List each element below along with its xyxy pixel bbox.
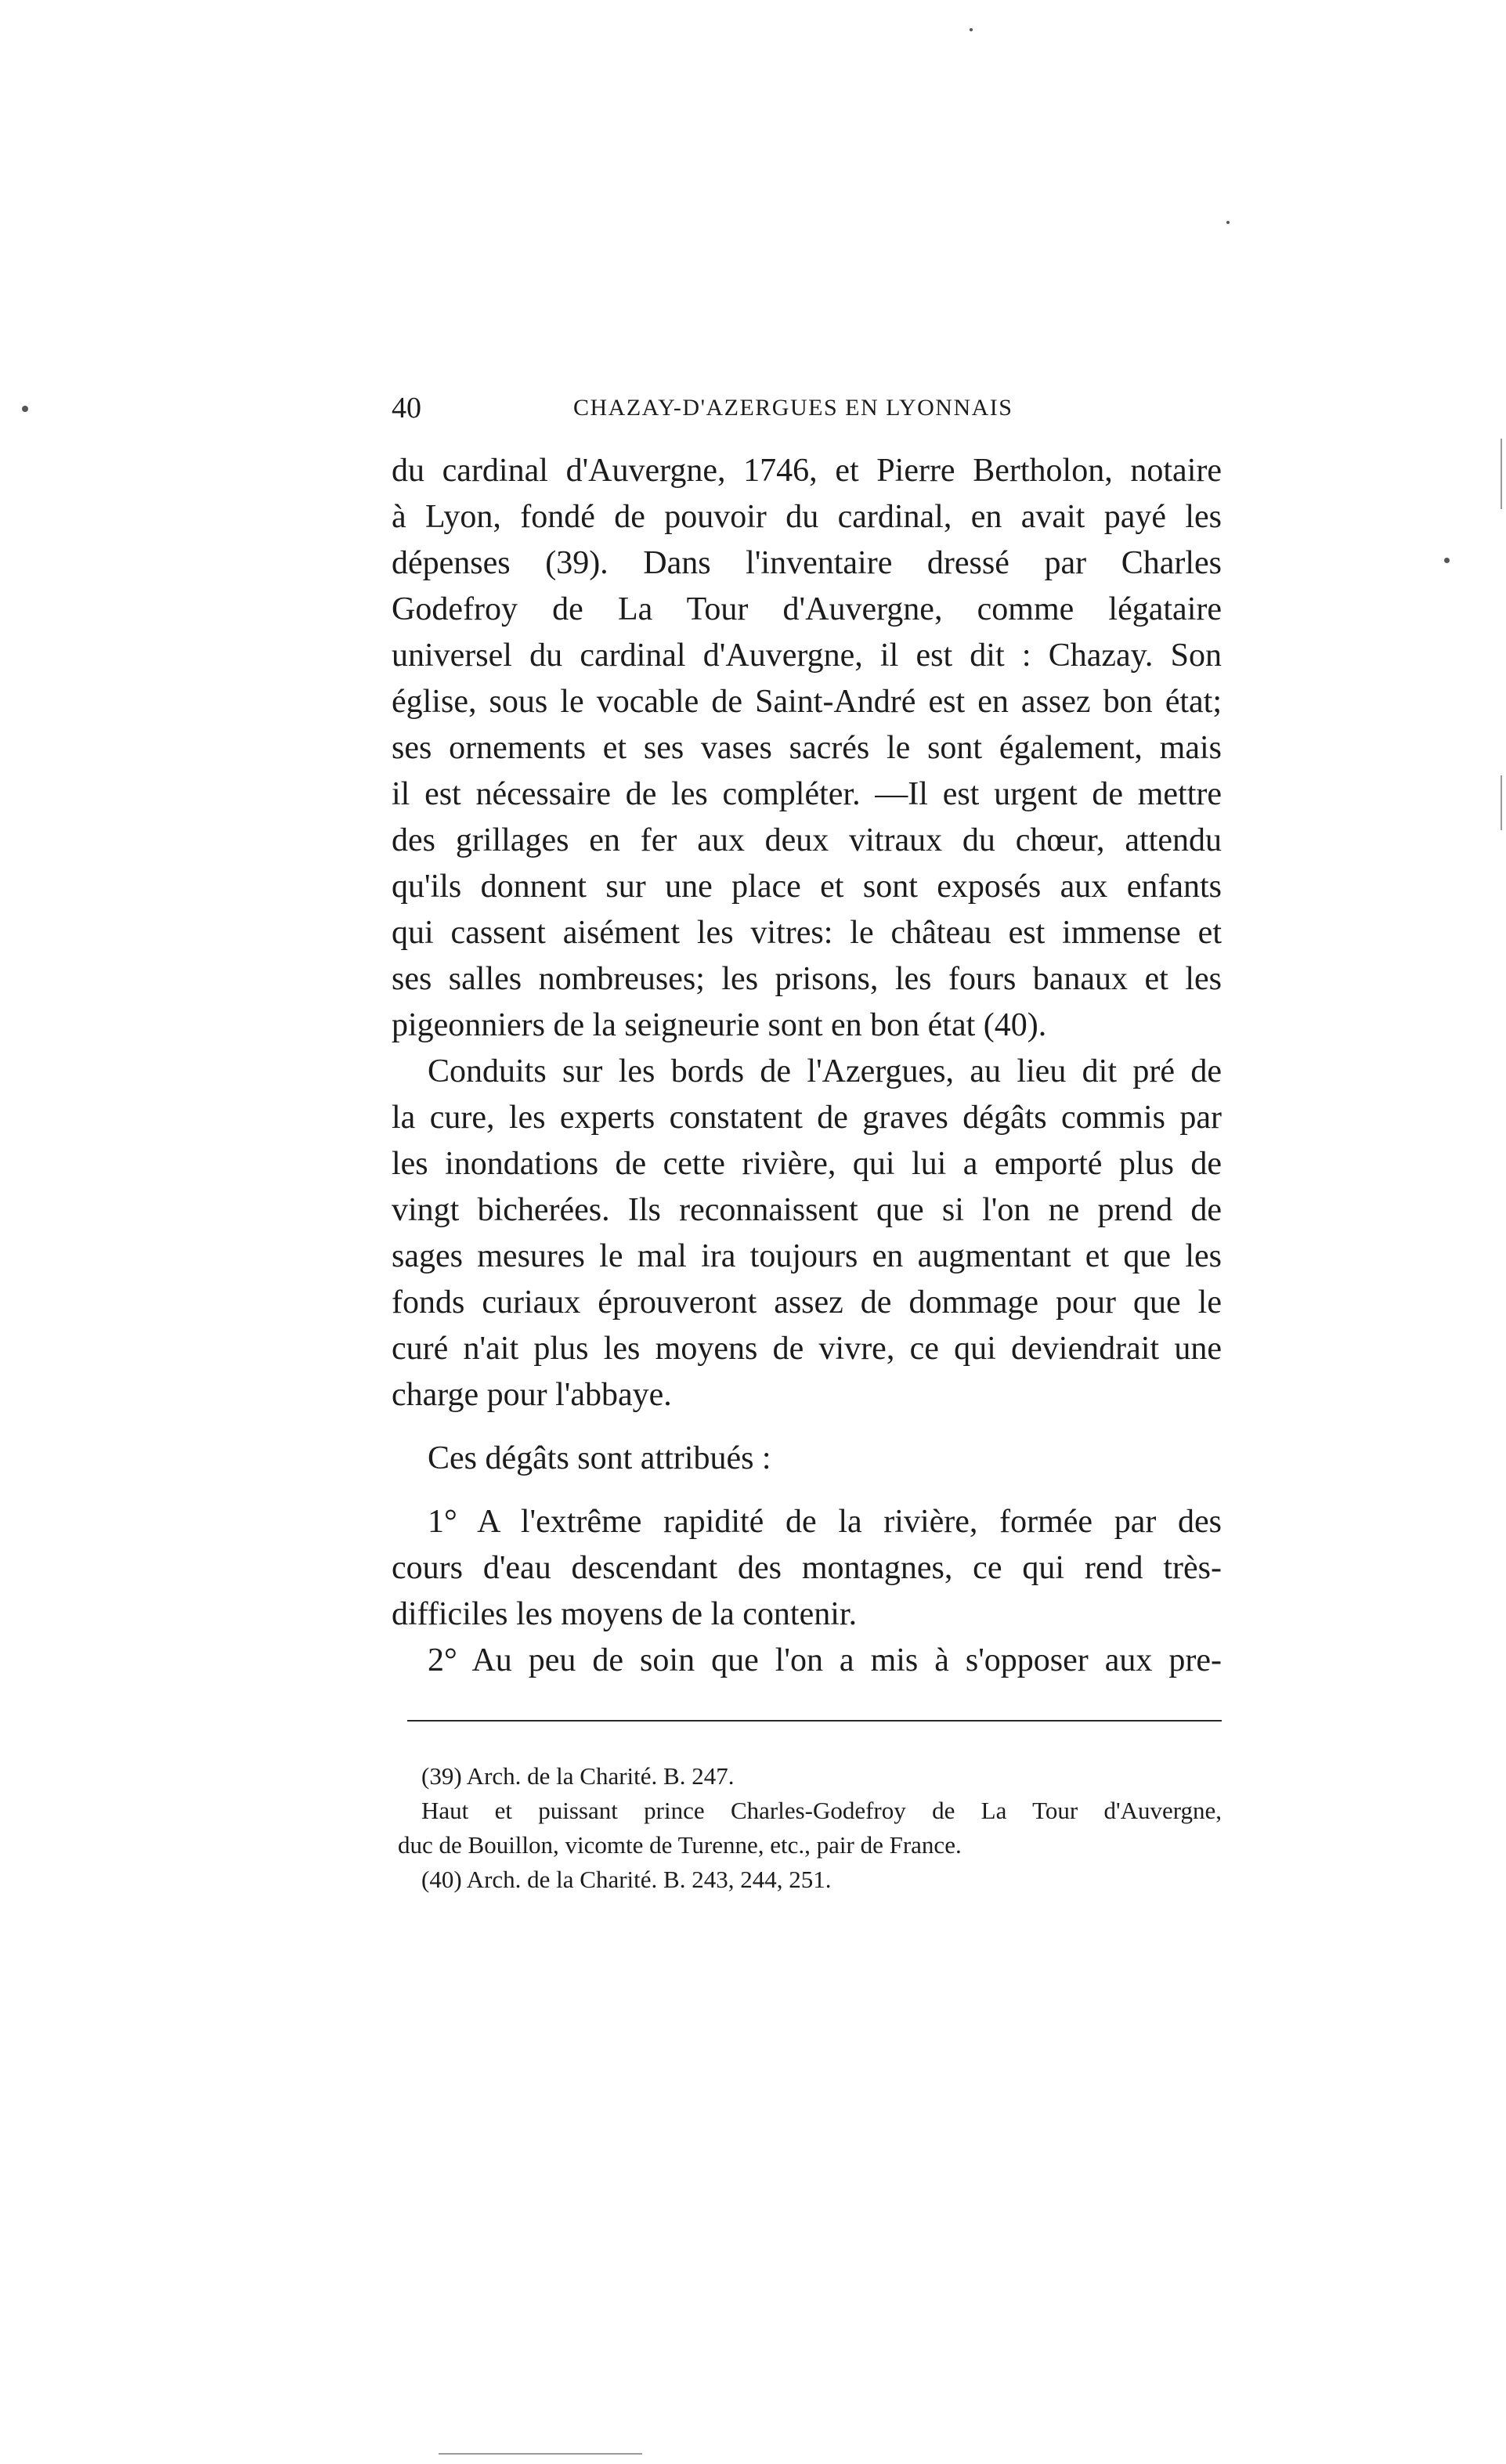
scan-edge-line <box>439 2453 642 2455</box>
text-line: 1° A l'extrême rapidité de la rivière, formée par des <box>428 1504 1222 1540</box>
paragraph-gap <box>392 1418 1222 1436</box>
scan-speck <box>22 406 28 412</box>
scan-edge-line <box>1501 775 1502 830</box>
text-line: à Lyon, fondé de pouvoir du cardinal, en avait payé les <box>392 499 1222 535</box>
text-line: dépenses (39). Dans l'inventaire dressé par Charles <box>392 545 1222 581</box>
text-line: pigeonniers de la seigneurie sont en bon état (40). <box>392 1007 1047 1043</box>
text-line: fonds curiaux éprouveront assez de dommage pour que le <box>392 1284 1222 1321</box>
text-line: du cardinal d'Auvergne, 1746, et Pierre Bertholon, notaire <box>392 453 1222 489</box>
text-line: église, sous le vocable de Saint-André est en assez bon état; <box>392 684 1222 720</box>
text-line: curé n'ait plus les moyens de vivre, ce qui deviendrait une <box>392 1331 1222 1367</box>
footnote-rule <box>407 1720 1222 1722</box>
scan-speck <box>970 28 973 31</box>
text-line: difficiles les moyens de la contenir. <box>392 1596 858 1632</box>
text-line: Godefroy de La Tour d'Auvergne, comme légataire <box>392 591 1222 627</box>
text-line: vingt bicherées. Ils reconnaissent que si l'on ne prend de <box>392 1192 1222 1228</box>
text-line: des grillages en fer aux deux vitraux du chœur, attendu <box>392 822 1222 858</box>
paragraph-gap <box>392 1482 1222 1499</box>
footnote-line: (40) Arch. de la Charité. B. 243, 244, 251. <box>421 1866 832 1893</box>
text-line: ses ornements et ses vases sacrés le sont également, mais <box>392 730 1222 766</box>
text-line: qui cassent aisément les vitres: le château est immense et <box>392 915 1222 951</box>
text-line: la cure, les experts constatent de graves dégâts commis par <box>392 1100 1222 1136</box>
scan-speck <box>1444 558 1450 563</box>
page-number: 40 <box>392 392 421 425</box>
running-title: CHAZAY-D'AZERGUES EN LYONNAIS <box>573 395 1013 421</box>
text-line: cours d'eau descendant des montagnes, ce qui rend très- <box>392 1550 1222 1586</box>
text-line: Ces dégâts sont attribués : <box>428 1440 771 1476</box>
footnote-line: duc de Bouillon, vicomte de Turenne, etc., pair de France. <box>398 1831 962 1859</box>
footnote-line: (39) Arch. de la Charité. B. 247. <box>421 1762 735 1790</box>
text-line: 2° Au peu de soin que l'on a mis à s'opposer aux pre- <box>428 1642 1222 1678</box>
scan-edge-line <box>1501 439 1502 509</box>
body-text <box>392 448 1222 1684</box>
text-line: universel du cardinal d'Auvergne, il est dit : Chazay. Son <box>392 638 1222 674</box>
text-line: les inondations de cette rivière, qui lui a emporté plus de <box>392 1146 1222 1182</box>
text-line: il est nécessaire de les compléter. —Il est urgent de mettre <box>392 776 1222 812</box>
footnotes <box>398 1759 1222 1897</box>
page-header <box>392 388 1222 428</box>
text-line: charge pour l'abbaye. <box>392 1377 672 1413</box>
text-line: Conduits sur les bords de l'Azergues, au lieu dit pré de <box>428 1053 1222 1089</box>
text-line: sages mesures le mal ira toujours en augmentant et que les <box>392 1238 1222 1274</box>
text-line: ses salles nombreuses; les prisons, les fours banaux et les <box>392 961 1222 997</box>
text-line: qu'ils donnent sur une place et sont exposés aux enfants <box>392 869 1222 905</box>
scan-speck <box>1226 221 1230 224</box>
footnote-line: Haut et puissant prince Charles-Godefroy de La Tour d'Auvergne, <box>421 1797 1222 1824</box>
